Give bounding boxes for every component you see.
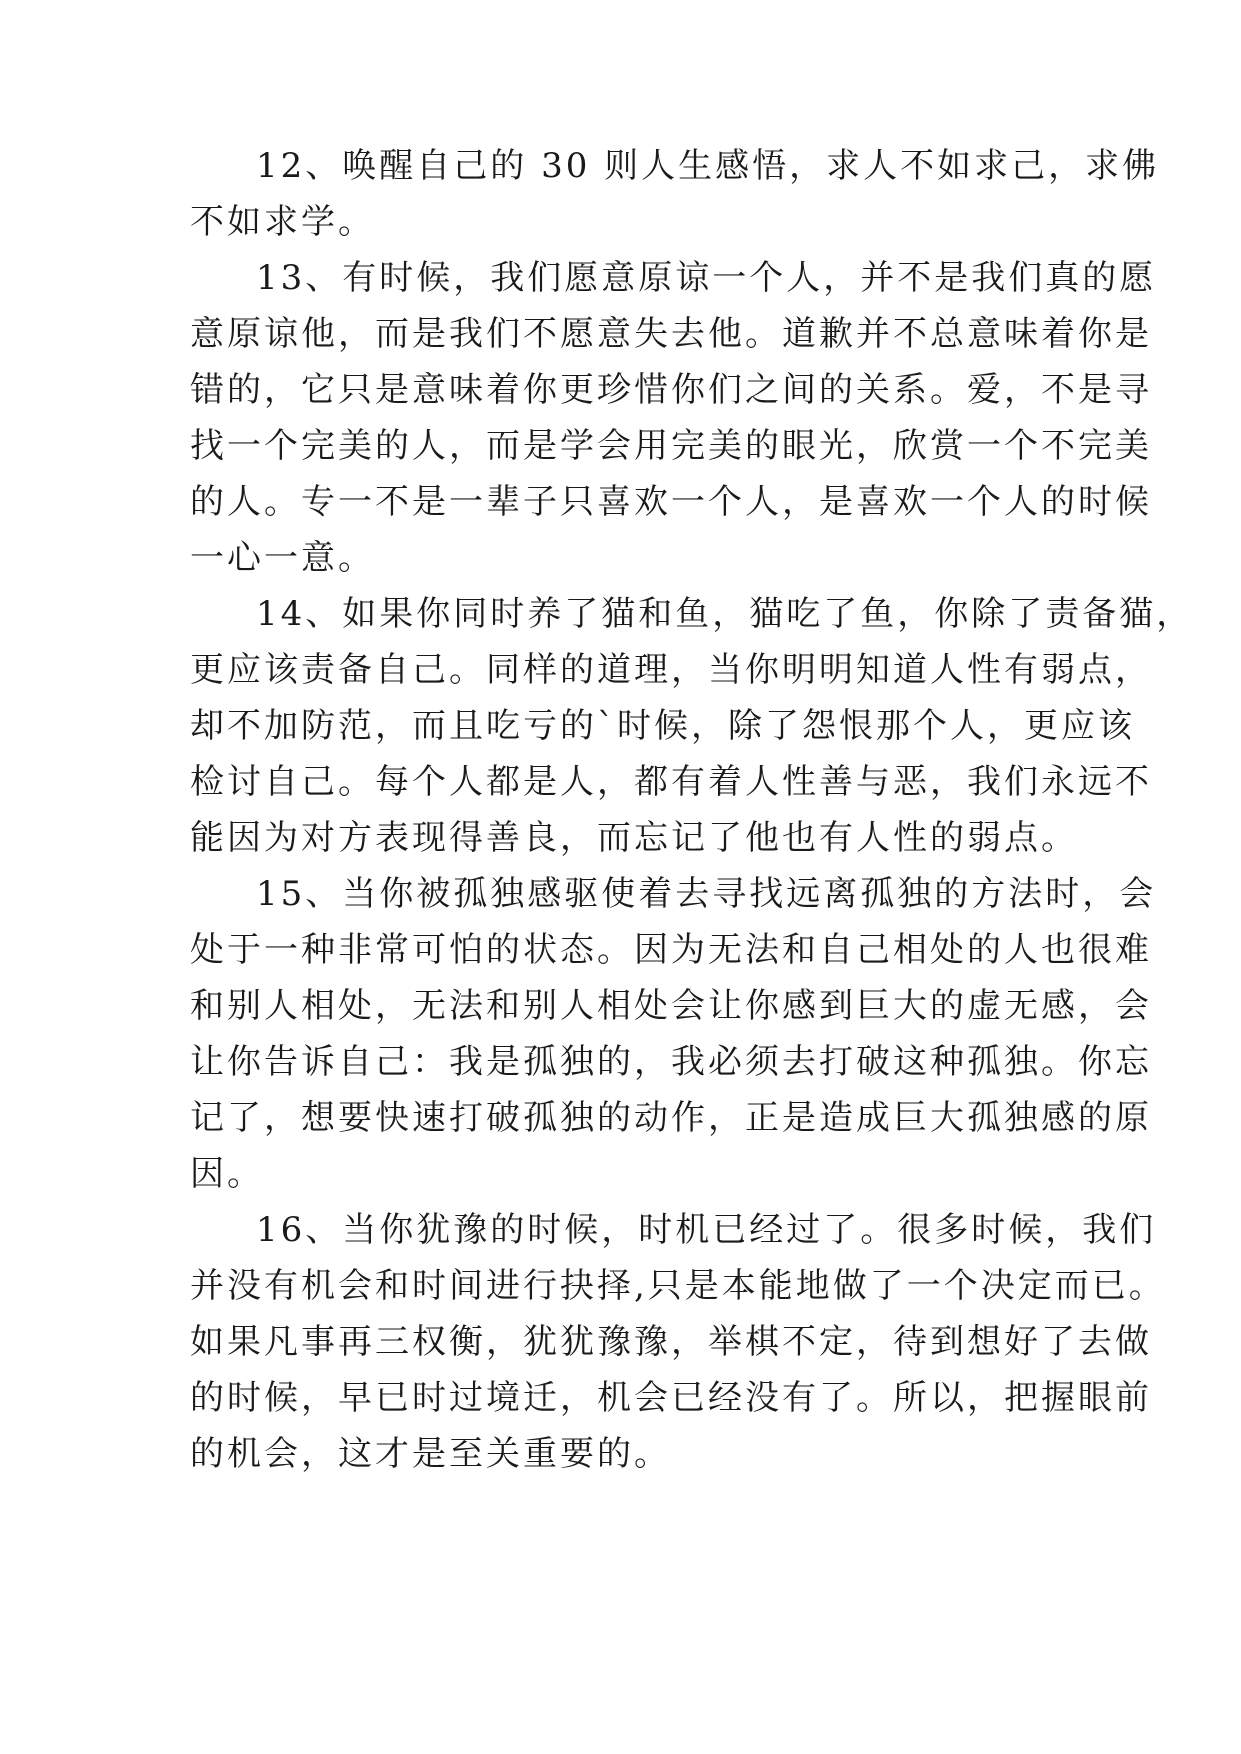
paragraph-13-line-4: 找一个完美的人，而是学会用完美的眼光，欣赏一个不完美	[190, 426, 1152, 466]
paragraph-12-line-2: 不如求学。	[190, 202, 375, 242]
paragraph-16-line-4: 的时候，早已时过境迁，机会已经没有了。所以，把握眼前	[190, 1378, 1152, 1418]
paragraph-16-line-2: 并没有机会和时间进行抉择,只是本能地做了一个决定而已。	[190, 1266, 1166, 1306]
paragraph-16-line-5: 的机会，这才是至关重要的。	[190, 1434, 671, 1474]
paragraph-13-line-2: 意原谅他，而是我们不愿意失去他。道歉并不总意味着你是	[190, 314, 1152, 354]
paragraph-15-line-2: 处于一种非常可怕的状态。因为无法和自己相处的人也很难	[190, 930, 1152, 970]
paragraph-15-line-4: 让你告诉自己：我是孤独的，我必须去打破这种孤独。你忘	[190, 1042, 1152, 1082]
paragraph-14-line-5: 能因为对方表现得善良，而忘记了他也有人性的弱点。	[190, 818, 1078, 858]
paragraph-16-line-3: 如果凡事再三权衡，犹犹豫豫，举棋不定，待到想好了去做	[190, 1322, 1152, 1362]
paragraph-13-line-6: 一心一意。	[190, 538, 375, 578]
paragraph-14-line-4: 检讨自己。每个人都是人，都有着人性善与恶，我们永远不	[190, 762, 1152, 802]
paragraph-15-line-5: 记了，想要快速打破孤独的动作，正是造成巨大孤独感的原	[190, 1098, 1152, 1138]
paragraph-15-line-3: 和别人相处，无法和别人相处会让你感到巨大的虚无感，会	[190, 986, 1152, 1026]
paragraph-15-line-1: 15、当你被孤独感驱使着去寻找远离孤独的方法时，会	[256, 874, 1157, 914]
paragraph-14-line-2: 更应该责备自己。同样的道理，当你明明知道人性有弱点，	[190, 650, 1152, 690]
paragraph-13-line-1: 13、有时候，我们愿意原谅一个人，并不是我们真的愿	[256, 258, 1157, 298]
paragraph-14-line-1: 14、如果你同时养了猫和鱼，猫吃了鱼，你除了责备猫，	[256, 594, 1194, 634]
paragraph-12-line-1: 12、唤醒自己的 30 则人生感悟，求人不如求己，求佛	[256, 146, 1160, 186]
paragraph-13-line-5: 的人。专一不是一辈子只喜欢一个人，是喜欢一个人的时候	[190, 482, 1152, 522]
paragraph-13-line-3: 错的，它只是意味着你更珍惜你们之间的关系。爱，不是寻	[190, 370, 1152, 410]
paragraph-15-line-6: 因。	[190, 1154, 264, 1194]
paragraph-14-line-3: 却不加防范，而且吃亏的`时候，除了怨恨那个人，更应该	[190, 706, 1135, 746]
paragraph-16-line-1: 16、当你犹豫的时候，时机已经过了。很多时候，我们	[256, 1210, 1157, 1250]
